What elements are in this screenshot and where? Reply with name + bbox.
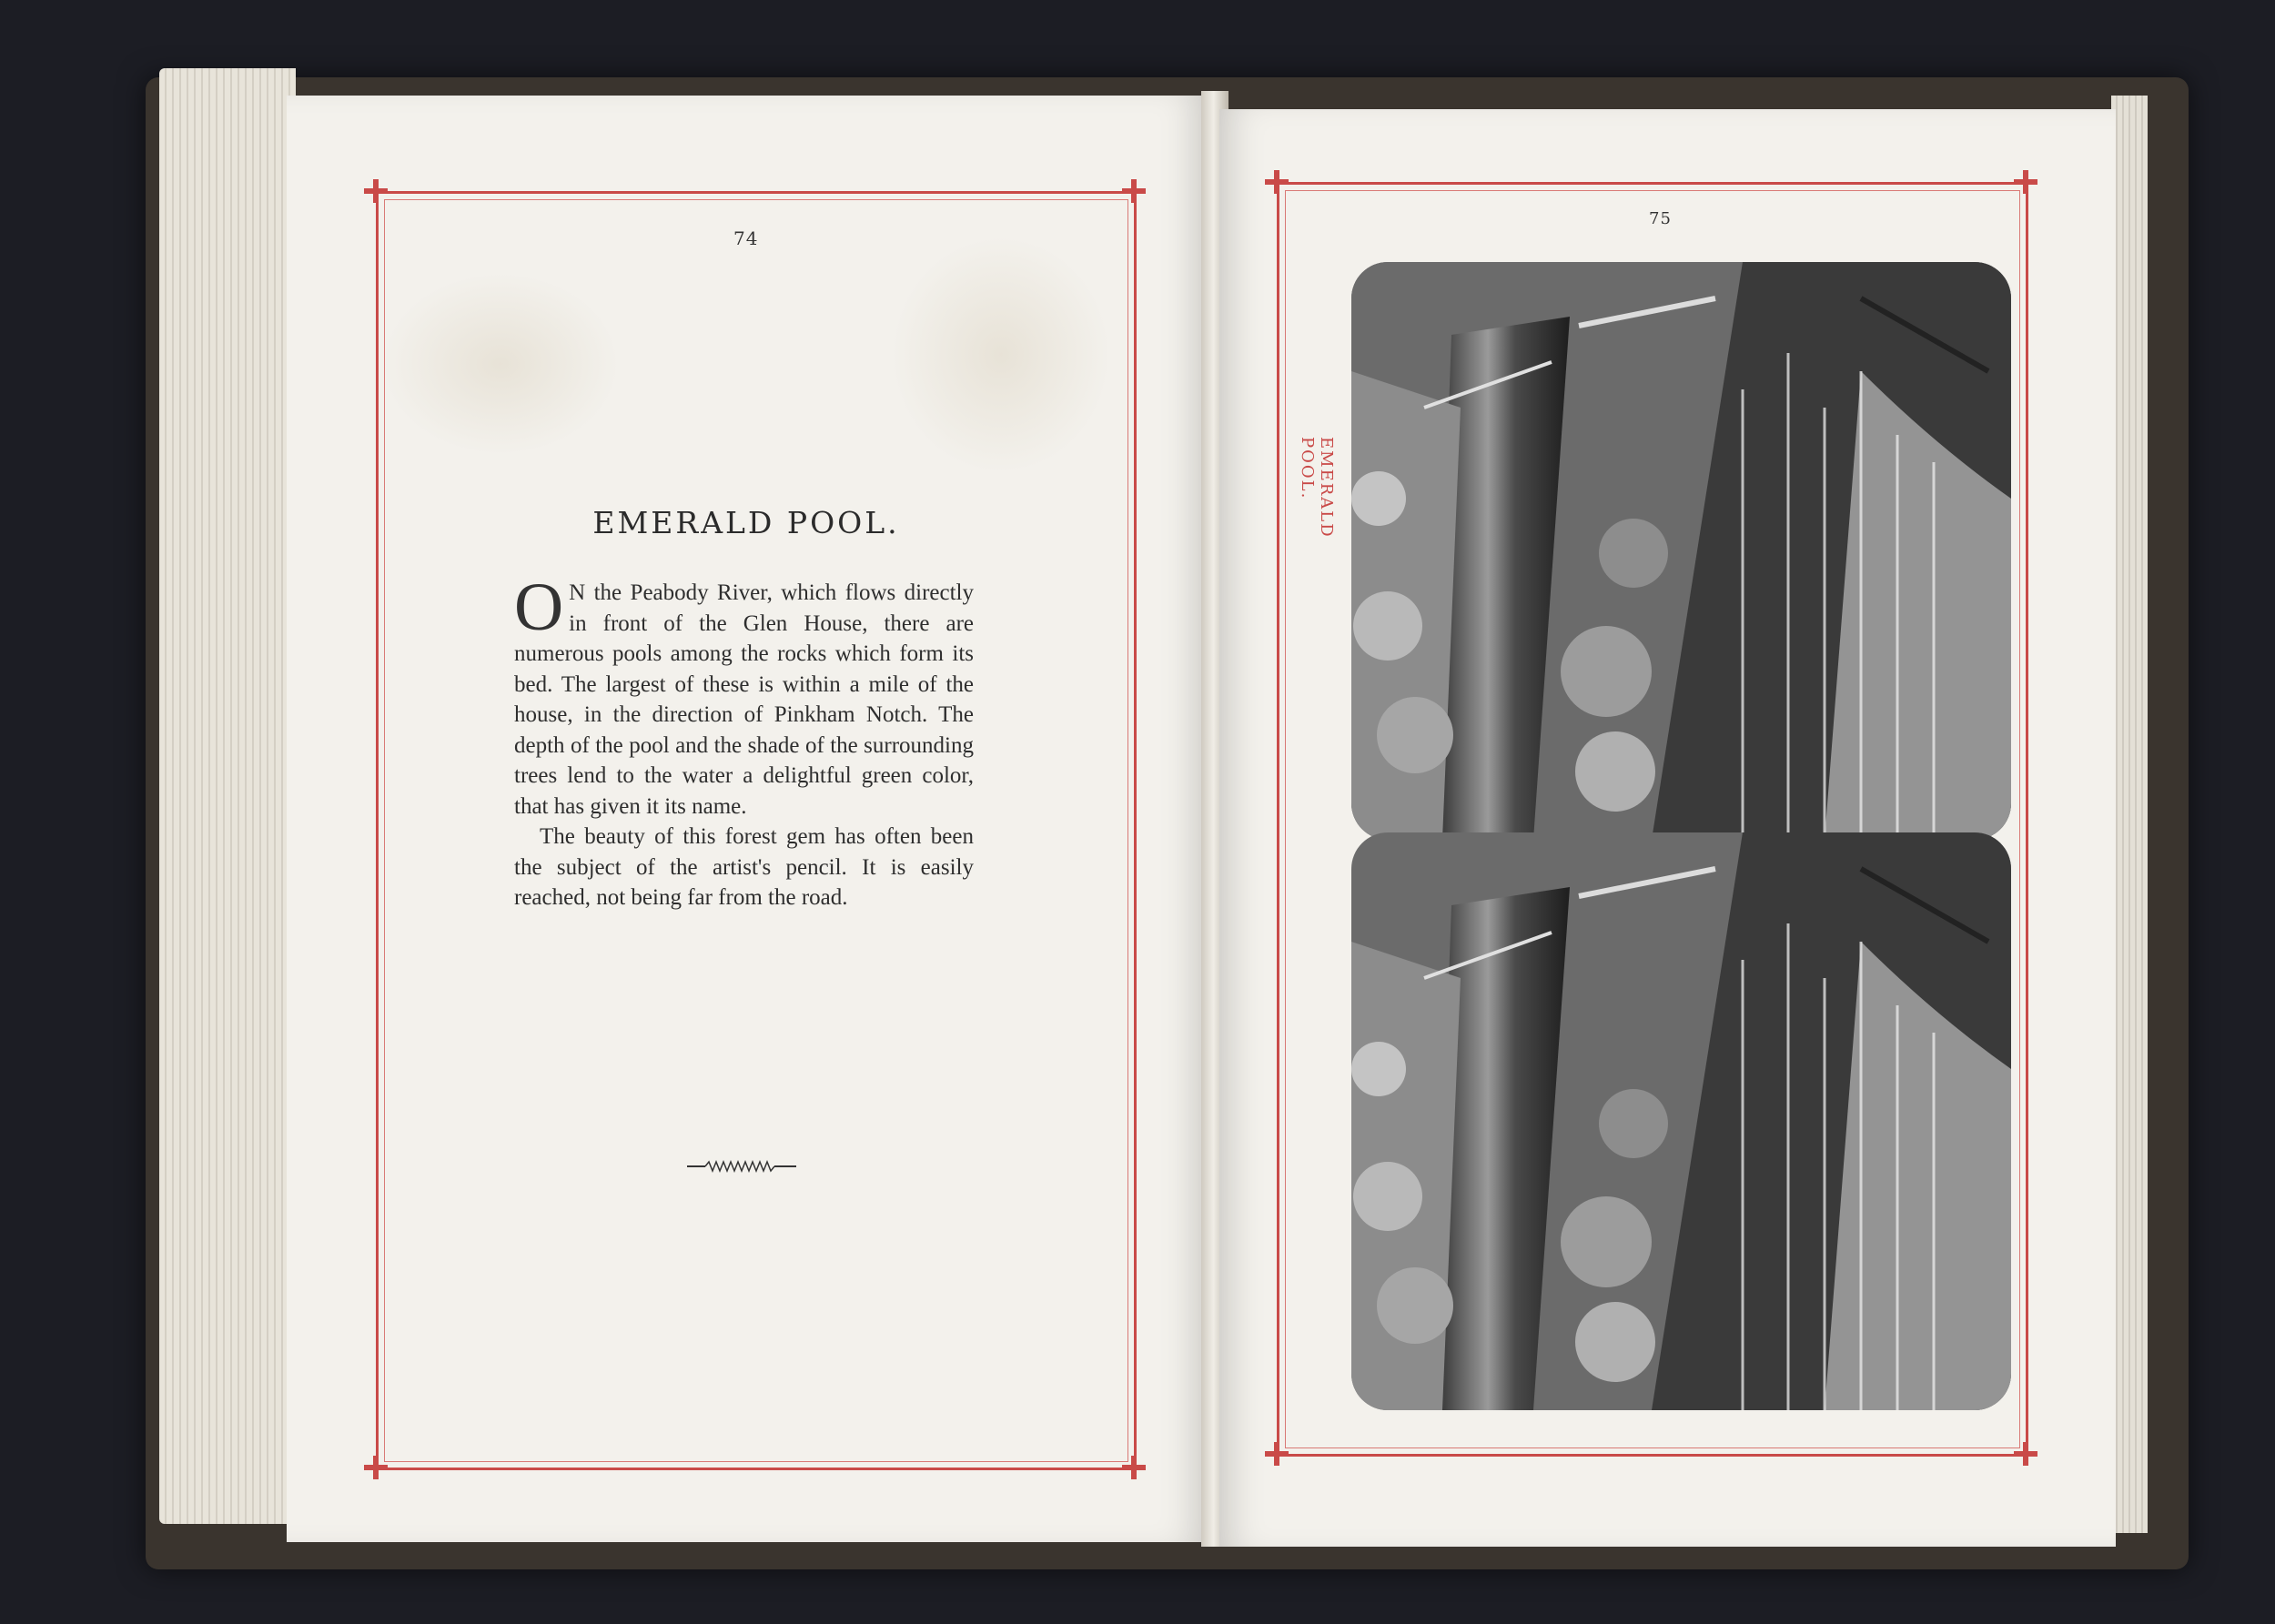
corner-ornament-icon bbox=[1265, 1442, 1289, 1466]
side-caption: EMERALD POOL. bbox=[1298, 437, 1336, 539]
paragraph-1-text: N the Peabody River, which flows directly in front of the Glen House, there are numerous pools among the rocks which form its bed. The largest of these is within a mile of the house, in the direction of Pinkham Notch. The depth of the pool and the shade of the surrounding trees lend to the water a delightful green color, that has given it its name. bbox=[514, 580, 974, 819]
corner-ornament-icon bbox=[2014, 170, 2037, 194]
page-edges-left bbox=[159, 68, 296, 1524]
stereo-photo-bottom bbox=[1351, 832, 2011, 1410]
corner-ornament-icon bbox=[2014, 1442, 2037, 1466]
page-edges-right bbox=[2111, 96, 2148, 1533]
page-title: EMERALD POOL. bbox=[592, 505, 900, 540]
corner-ornament-icon bbox=[1265, 170, 1289, 194]
stereo-photo-top bbox=[1351, 262, 2011, 840]
page-number-right: 75 bbox=[1649, 209, 1672, 228]
corner-ornament-icon bbox=[364, 1456, 388, 1479]
article-body bbox=[514, 570, 974, 913]
drop-cap: O bbox=[514, 570, 564, 645]
paragraph-1 bbox=[514, 570, 974, 822]
corner-ornament-icon bbox=[364, 179, 388, 203]
page-number-left: 74 bbox=[733, 227, 759, 249]
squiggle-ornament-icon bbox=[687, 1160, 796, 1173]
corner-ornament-icon bbox=[1122, 1456, 1146, 1479]
forest-pool-image bbox=[1351, 832, 2011, 1410]
forest-pool-image bbox=[1351, 262, 2011, 840]
paragraph-2: The beauty of this forest gem has often been the subject of the artist's pencil. It is easily reached, not being far from the road. bbox=[514, 824, 974, 910]
corner-ornament-icon bbox=[1122, 179, 1146, 203]
